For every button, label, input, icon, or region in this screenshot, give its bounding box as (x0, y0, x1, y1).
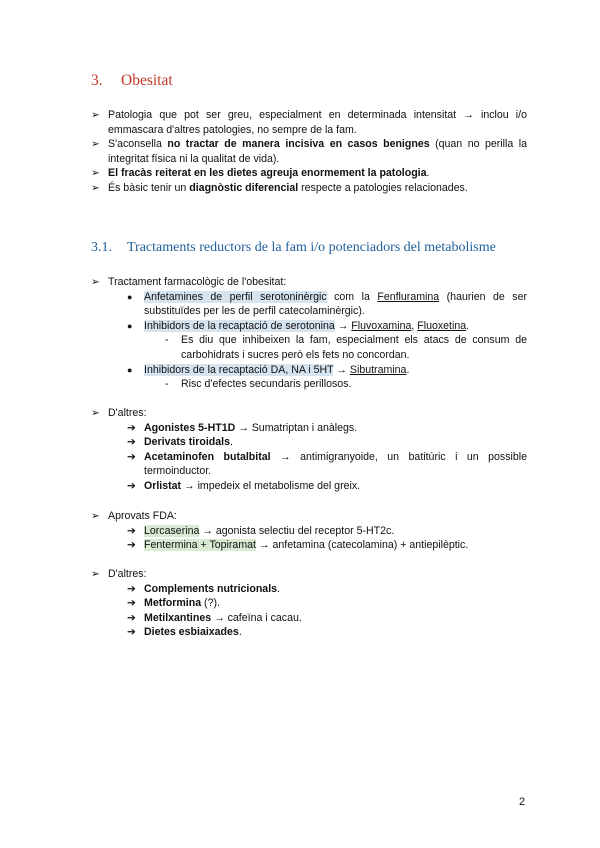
list-item: ● Inhibidors de la recaptació DA, NA i 5HT → Sibutramina. (127, 363, 410, 376)
list-item: ➔ Complements nutricionals. (127, 582, 280, 595)
group-label: ➢ D'altres: (91, 568, 147, 580)
section-title: Obesitat (121, 72, 173, 89)
group-label: ➢ Tractament farmacològic de l'obesitat: (91, 276, 287, 288)
fda-approved-group (91, 509, 527, 553)
list-item: ➔ Dietes esbiaixades. (127, 626, 242, 639)
list-item: ● Anfetamines de perfil serotoninèrgic com la Fenfluramina (haurien de ser substituïdes per les de perfil catecolaminèrgic). (127, 290, 527, 318)
subsection-title: Tractaments reductors de la fam i/o potenciadors del metabolisme (127, 240, 496, 255)
list-item: ➔ Agonistes 5-HT1D → Sumatriptan i anàlegs. (127, 421, 358, 434)
list-item: ➔ Metilxantines → cafeïna i cacau. (127, 611, 302, 624)
others-group-1 (91, 406, 527, 494)
section-number: 3. (91, 72, 103, 89)
list-item: ➔ Metformina (?). (127, 597, 220, 610)
list-item: ➔ Derivats tiroidals. (127, 436, 233, 449)
list-item: ➢ Patologia que pot ser greu, especialment en determinada intensitat → inclou i/o emmascara d'altres patologies, no sempre de la fam. (91, 109, 527, 136)
page-number: 2 (519, 796, 526, 808)
group-label: ➢ D'altres: (91, 407, 147, 419)
others-group-2 (91, 567, 527, 640)
sub-list-item: - Es diu que inhibeixen la fam, especialment els atacs de consum de carbohidrats i sucres però els fets no concordan. (165, 334, 527, 361)
list-item: ➢ S'aconsella no tractar de manera incisiva en casos benignes (quan no perilla la integritat física ni la qualitat de vida). (91, 138, 527, 165)
list-item: ➔ Orlistat → impedeix el metabolisme del greix. (127, 479, 361, 492)
list-item: ➔ Acetaminofen butalbital → antimigranyoide, un batitúric i un possible termoinductor. (127, 450, 527, 478)
group-label: ➢ Aprovats FDA: (91, 510, 177, 522)
intro-list (91, 108, 527, 196)
list-item: ● Inhibidors de la recaptació de serotonina → Fluvoxamina, Fluoxetina. (127, 319, 470, 332)
pharma-treatment-group (91, 275, 527, 392)
list-item: ➔ Lorcaserina → agonista selectiu del receptor 5-HT2c. (127, 524, 395, 537)
sub-list-item: - Risc d'efectes secundaris perillosos. (165, 378, 352, 391)
list-item: ➢ El fracàs reiterat en les dietes agreuja enormement la patologia. (91, 167, 430, 180)
subsection-number: 3.1. (91, 240, 112, 255)
list-item: ➢ És bàsic tenir un diagnòstic diferencial respecte a patologies relacionades. (91, 181, 468, 194)
section-heading (91, 72, 173, 90)
subsection-heading (91, 240, 496, 256)
list-item: ➔ Fentermina + Topiramat → anfetamina (catecolamina) + antiepilèptic. (127, 539, 469, 552)
